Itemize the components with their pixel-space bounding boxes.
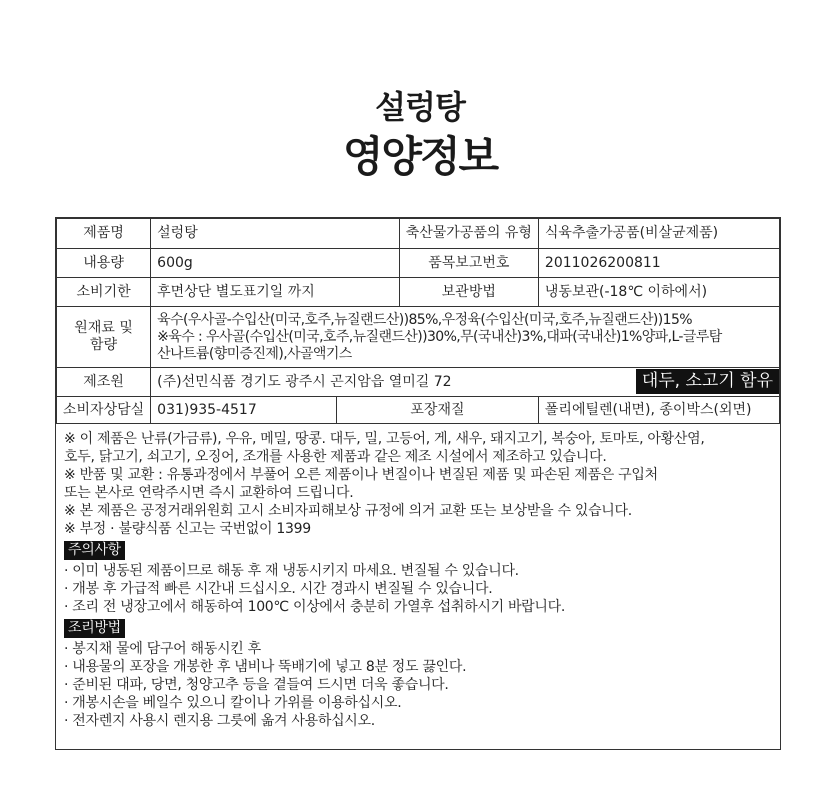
manufacturer-value: (주)선민식품 경기도 광주시 곤지암읍 열미길 72 [157,373,452,390]
packaging-label: 포장재질 [337,397,539,424]
storage-value: 냉동보관(-18℃ 이하에서) [538,278,779,307]
ingredients-line: ※육수 : 우사골(수입산(미국,호주,뉴질랜드산))30%,무(국내산)3%,대파(국내산)1%양파,L-글루탐 [157,328,722,345]
cooking-item: · 준비된 대파, 당면, 청양고추 등을 곁들여 드시면 더욱 좋습니다. [64,677,449,693]
caution-item: · 개봉 후 가급적 빠른 시간내 드십시오. 시간 경과시 변질될 수 있습니다. [64,581,493,597]
notice-line: ※ 반품 및 교환 : 유통과정에서 부풀어 오른 제품이나 변질이나 변질된 제품 및 파손된 제품은 구입처 [64,467,658,483]
product-info-table [56,218,780,424]
customer-service-label: 소비자상담실 [57,397,151,424]
storage-label: 보관방법 [399,278,538,307]
caution-header: 주의사항 [64,541,125,560]
cooking-item: · 개봉시손을 베일수 있으니 칼이나 가위를 이용하십시오. [64,695,402,711]
product-title: 설렁탕 [375,88,465,126]
notice-line: 호두, 닭고기, 쇠고기, 오징어, 조개를 사용한 제품과 같은 제조 시설에서 제조하고 있습니다. [64,449,607,465]
caution-item: · 이미 냉동된 제품이므로 해동 후 재 냉동시키지 마세요. 변질될 수 있습니다. [64,563,519,579]
product-name-label: 제품명 [57,219,151,249]
ingredients-line: 육수(우사골-수입산(미국,호주,뉴질랜드산))85%,우정육(수입산(미국,호주,뉴질랜드산))15% [157,311,692,328]
customer-service-value: 031)935-4517 [151,397,337,424]
table-row [57,278,780,307]
net-weight-label: 내용량 [57,249,151,278]
table-row [57,249,780,278]
table-row [57,397,780,424]
notice-line: ※ 부정 · 불량식품 신고는 국번없이 1399 [64,521,311,537]
report-number-value: 2011026200811 [538,249,779,278]
ingredients-value [151,307,780,368]
notice-line: ※ 본 제품은 공정거래위원회 고시 소비자피해보상 규정에 의거 교환 또는 보상받을 수 있습니다. [64,503,632,519]
allergen-badge: 대두, 소고기 함유 [636,369,779,394]
cooking-header: 조리방법 [64,619,125,638]
notices-section [64,430,776,730]
manufacturer-label: 제조원 [57,368,151,397]
notice-line: 또는 본사로 연락주시면 즉시 교환하여 드립니다. [64,485,354,501]
page-title: 영양정보 [342,132,498,181]
report-number-label: 품목보고번호 [399,249,538,278]
cooking-item: · 내용물의 포장을 개봉한 후 냄비나 뚝배기에 넣고 8분 정도 끓인다. [64,659,467,675]
cooking-item: · 봉지채 물에 담구어 해동시킨 후 [64,641,261,657]
notice-line: ※ 이 제품은 난류(가금류), 우유, 메밀, 땅콩. 대두, 밀, 고등어, 게, 새우, 돼지고기, 복숭아, 토마토, 아황산염, [64,431,705,447]
table-row [57,307,780,368]
expiry-value: 후면상단 별도표기일 까지 [151,278,400,307]
nutrition-label-box [55,217,781,750]
ingredients-line: 산나트륨(향미증진제),사골액기스 [157,345,352,362]
cooking-item: · 전자렌지 사용시 렌지용 그릇에 옮겨 사용하십시오. [64,713,375,729]
expiry-label: 소비기한 [57,278,151,307]
ingredients-label-line2: 함량 [90,337,118,353]
ingredients-label-line1: 원재료 및 [74,320,133,336]
product-type-value: 식육추출가공품(비살균제품) [538,219,779,249]
caution-item: · 조리 전 냉장고에서 해동하여 100℃ 이상에서 충분히 가열후 섭취하시기 바랍니다. [64,599,565,615]
ingredients-label [57,307,151,368]
table-row [57,368,780,397]
table-row [57,219,780,249]
product-type-label: 축산물가공품의 유형 [399,219,538,249]
net-weight-value: 600g [151,249,400,278]
product-name-value: 설렁탕 [151,219,400,249]
packaging-value: 폴리에틸렌(내면), 종이박스(외면) [538,397,779,424]
manufacturer-cell [151,368,780,397]
